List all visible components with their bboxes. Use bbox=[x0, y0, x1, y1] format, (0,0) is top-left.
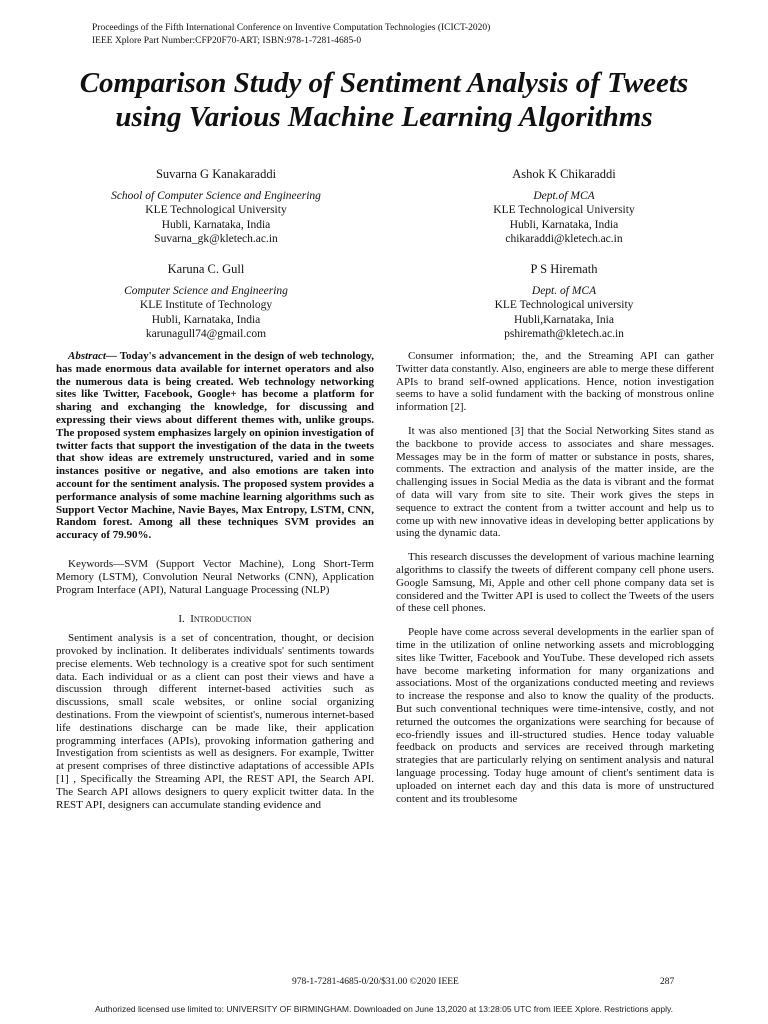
author-dept: Dept. of MCA bbox=[531, 284, 597, 297]
section-heading-introduction bbox=[56, 613, 374, 626]
header-line-2: IEEE Xplore Part Number:CFP20F70-ART; ISBN:978-1-7281-4685-0 bbox=[92, 36, 362, 46]
paper-title bbox=[20, 66, 748, 134]
author-name: Karuna C. Gull bbox=[167, 262, 245, 276]
author-block-2 bbox=[414, 167, 714, 247]
license-notice: Authorized licensed use limited to: UNIVERSITY OF BIRMINGHAM. Downloaded on June 13,2020 at 13:28:05 UTC from IEEE Xplore. Restrictions apply. bbox=[95, 1004, 673, 1014]
body-paragraph: Sentiment analysis is a set of concentration, thought, or decision provoked by inclination. It deliberates individuals' sentiments towards precise elements. Web technology is a creative spot for such sentiment data. Each individual or as a client can post their views and have a discussion through different internet-based activities such as discussions, small scale websites, or online social organizing destinations. From the viewpoint of scientist's, numerous internet-based life destinations discharge can be made like, their application programming interfaces (APIs), provoking information gathering and Investigation from scientists as well as designers. For example, Twitter at present comprises of three distinctive adaptations of accessible APIs [1] , Specifically the Streaming API, the REST API, the Search API. The Search API allows designers to query explicit twitter data. In the REST API, designers can accumulate standing evidence and bbox=[56, 632, 374, 811]
author-inst: KLE Technological University bbox=[493, 204, 635, 216]
title-line-1: Comparison Study of Sentiment Analysis of Tweets bbox=[79, 67, 689, 99]
header-line-1: Proceedings of the Fifth International Conference on Inventive Computation Technologies (ICICT-2020) bbox=[92, 23, 491, 33]
author-email: karunagull74@gmail.com bbox=[145, 328, 267, 340]
body-paragraph: People have come across several developments in the earlier span of time in the utilization of online networking assets and microblogging sites like Twitter, Facebook and YouTube. These developed rich assets have become marketing information for many organizations and associations. Most of the organizations conducted meeting and reviews to increase the response and also to know the quality of the products. But such conventional techniques were time-intensive, costly, and not returned the outcomes the organizations were searching for because of eco-friendly issues and ill-structured studies. Hence today valuable feedback on products and services are received through marketing strategies that are particularly relying on sentiment analysis and natural language processing. Today huge amount of client's sentiment data is uploaded on internet each day and this data is more of unstructured content and its troublesome bbox=[396, 626, 714, 805]
section-number: I. bbox=[178, 613, 185, 626]
footer-copyright: 978-1-7281-4685-0/20/$31.00 ©2020 IEEE bbox=[292, 977, 459, 987]
abstract-text: Today's advancement in the design of web technology, has made enormous data available for internet operators and also the numerous data is being created. Web technology networking sites like Twitter, Facebook, Google+ has become a platform for sharing and exchanging the knowledge, for discussing and expressing their views about different themes with, unlike groups. The proposed system emphasizes largely on opinion investigation of twitter facts that support the investigation of the data in the tweets that show ideas are extremely unstructured, varied and in some instances positive or negative, and also emotions are taken into account for the sentiment analysis. The proposed system provides a performance analysis of some machine learning algorithms such as Support Vector Machine, Navie Bayes, Max Entropy, LSTM, CNN, Random forest. Among all these techniques SVM provides an accuracy of 79.90%. bbox=[56, 350, 374, 542]
author-location: Hubli, Karnataka, India bbox=[151, 313, 261, 326]
section-title: Introduction bbox=[190, 613, 252, 626]
body-paragraph: It was also mentioned [3] that the Social Networking Sites stand as the backbone to provide access to associates and share messages. Messages may be in the form of matter or substance in posts, shares, comments. The extraction and analysis of the matter inside, are the challenging issues in Social Media as the data is vibrant and the format of data will vary from site to site. Their work gives the steps in sequence to extract the content from a twitter account and help us to come up with new innovative ideas in developing better applications by using the dynamic data. bbox=[396, 424, 714, 540]
left-column bbox=[56, 350, 374, 811]
body-paragraph: Consumer information; the, and the Streaming API can gather Twitter data constantly. Also, engineers are able to merge these different APIs to brand self-owned applications. Hence, notion investigation seems to have a solid fundament with the backing of monstrous online information [2]. bbox=[396, 350, 714, 414]
page-number: 287 bbox=[660, 977, 675, 987]
author-email: Suvarna_gk@kletech.ac.in bbox=[154, 233, 278, 245]
abstract-label: Abstract— bbox=[68, 350, 117, 362]
author-block-4 bbox=[414, 262, 714, 342]
author-dept: Computer Science and Engineering bbox=[124, 284, 288, 297]
author-block-1 bbox=[66, 167, 366, 247]
author-block-3 bbox=[56, 262, 356, 342]
author-name: P S Hiremath bbox=[530, 262, 598, 276]
author-inst: KLE Technological University bbox=[145, 204, 287, 216]
author-dept: School of Computer Science and Engineering bbox=[111, 189, 321, 202]
conference-header bbox=[92, 22, 490, 48]
author-inst: KLE Institute of Technology bbox=[139, 299, 273, 311]
author-email: chikaraddi@kletech.ac.in bbox=[505, 233, 623, 245]
author-location: Hubli, Karnataka, India bbox=[161, 218, 271, 231]
title-line-2: using Various Machine Learning Algorithms bbox=[115, 101, 653, 133]
abstract bbox=[56, 350, 374, 542]
author-name: Ashok K Chikaraddi bbox=[512, 167, 616, 181]
author-name: Suvarna G Kanakaraddi bbox=[155, 167, 277, 181]
body-paragraph: This research discusses the development of various machine learning algorithms to classify the tweets of different company cell phone users. Google Samsung, Mi, Apple and other cell phone company data set is considered and the Twitter API is used to collect the Tweets of the users of these cell phones. bbox=[396, 551, 714, 615]
right-column bbox=[396, 350, 714, 805]
author-email: pshiremath@kletech.ac.in bbox=[504, 328, 624, 340]
author-location: Hubli, Karnataka, India bbox=[509, 218, 619, 231]
author-dept: Dept.of MCA bbox=[533, 189, 595, 202]
author-location: Hubli,Karnataka, Inia bbox=[514, 313, 614, 326]
author-inst: KLE Technological university bbox=[494, 299, 634, 311]
keywords: Keywords—SVM (Support Vector Machine), Long Short-Term Memory (LSTM), Convolution Neural Networks (CNN), Application Program Interface (API), Natural Language Processing (NLP) bbox=[56, 557, 374, 596]
